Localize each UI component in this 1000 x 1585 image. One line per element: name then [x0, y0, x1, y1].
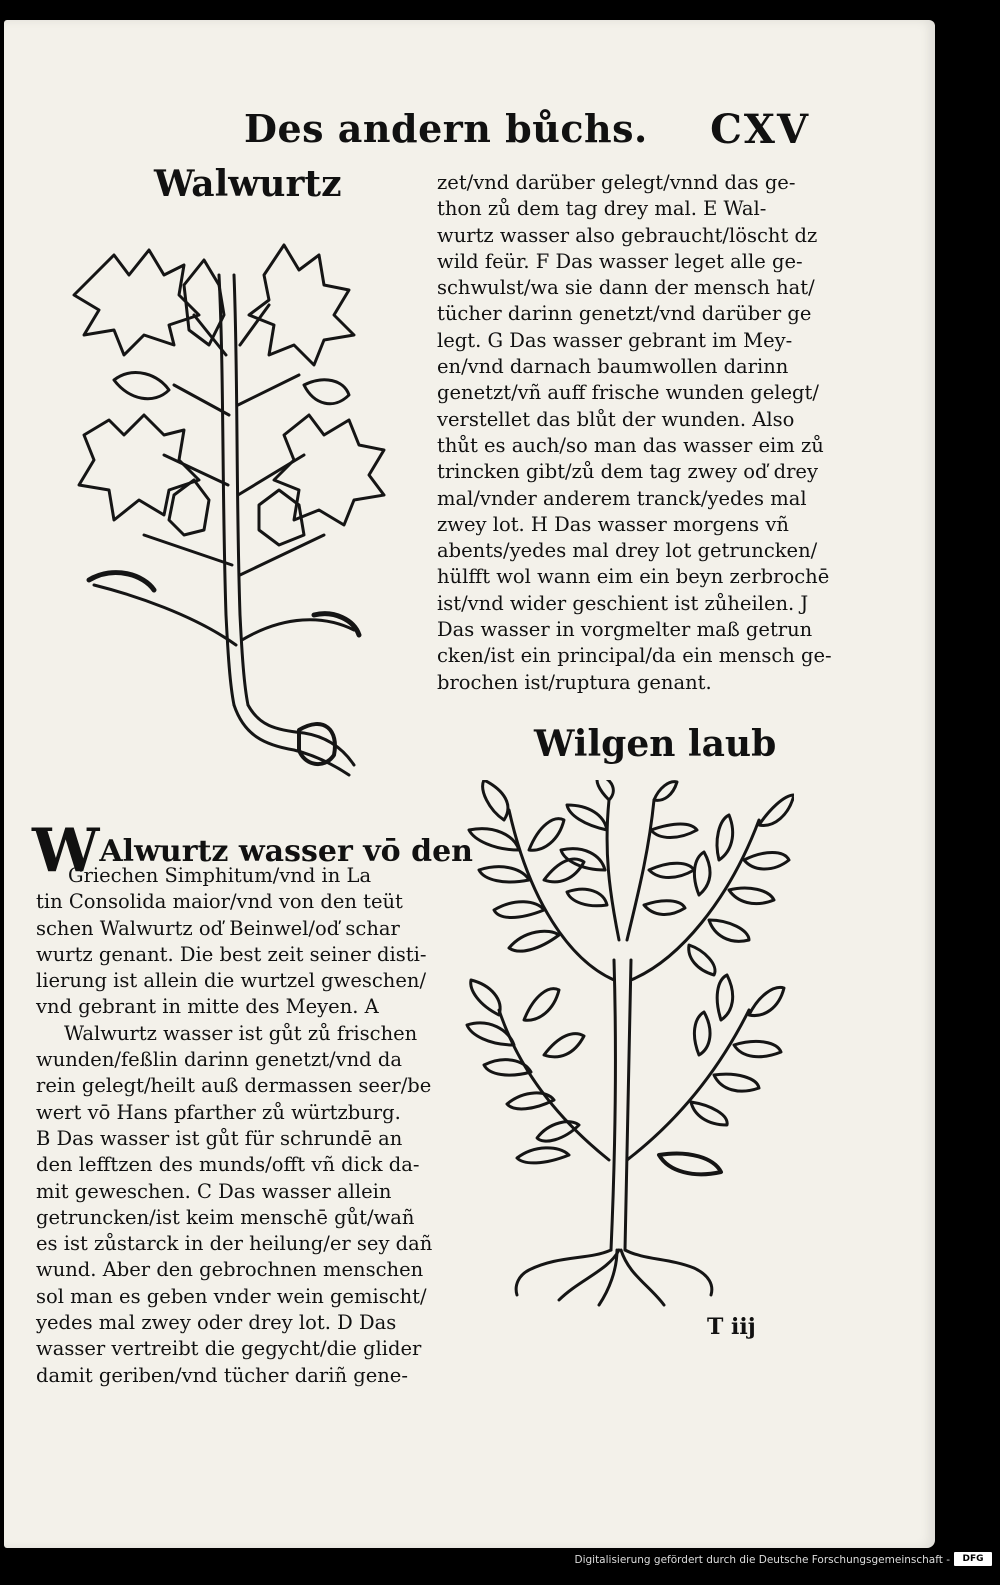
signature-mark: T iij	[707, 1314, 756, 1340]
dfg-logo-icon: DFG	[954, 1552, 992, 1566]
text-line: Das wasser in vorgmelter maß getrun	[437, 618, 813, 642]
folio-number: CXV	[710, 106, 810, 153]
text-line: B Das wasser ist gůt für schrundē an	[36, 1126, 403, 1150]
text-line: wunden/feßlin darinn genetzt/vnd da	[36, 1048, 402, 1072]
text-line: zet/vnd darüber gelegt/vnnd das ge-	[437, 171, 796, 194]
book-page	[4, 20, 935, 1548]
text-line: wund. Aber den gebrochnen menschen	[36, 1258, 424, 1282]
text-line: thůt es auch/so man das wasser eim zů	[437, 433, 824, 457]
text-line: wild feür. F Das wasser leget alle ge-	[437, 249, 803, 273]
text-line: ist/vnd wider geschient ist zůheilen. J	[437, 591, 809, 615]
text-line: legt. G Das wasser gebrant im Mey-	[437, 328, 793, 352]
running-header: Des andern bůchs.	[244, 106, 648, 151]
text-line: trincken gibt/zů dem tag zwey oď drey	[437, 460, 818, 484]
text-line: damit geriben/vnd tücher dariñ gene-	[36, 1363, 408, 1387]
woodcut-walwurtz-illustration	[54, 235, 394, 790]
footer-credit: Digitalisierung gefördert durch die Deutsche Forschungsgemeinschaft -	[574, 1554, 950, 1566]
text-column-right	[437, 170, 832, 696]
text-line: genetzt/vñ auff frische wunden gelegt/	[437, 381, 819, 405]
text-line: wert vō Hans pfarther zů würtzburg.	[36, 1100, 401, 1124]
plant-title-wilgen-laub: Wilgen laub	[534, 723, 777, 765]
plant-title-walwurtz: Walwurtz	[154, 163, 342, 205]
text-line: tin Consolida maior/vnd von den teüt	[36, 890, 403, 914]
text-line: rein gelegt/heilt auß dermassen seer/be	[36, 1074, 432, 1098]
text-line: wurtz genant. Die best zeit seiner disti-	[36, 942, 427, 966]
text-line: wasser vertreibt die gegycht/die glider	[36, 1337, 422, 1361]
text-line: mit geweschen. C Das wasser allein	[36, 1179, 392, 1203]
text-line: schwulst/wa sie dann der mensch hat/	[437, 276, 815, 300]
text-line: lierung ist allein die wurtzel gweschen/	[36, 969, 427, 993]
text-line: wurtz wasser also gebraucht/löscht dz	[437, 223, 818, 247]
text-line: yedes mal zwey oder drey lot. D Das	[36, 1311, 397, 1335]
text-line: schen Walwurtz oď Beinwel/oď schar	[36, 916, 400, 940]
text-column-left	[36, 863, 432, 1389]
text-line: zwey lot. H Das wasser morgens vñ	[437, 512, 789, 536]
heading-text: Alwurtz wasser vō den	[99, 834, 473, 869]
text-line: thon zů dem tag drey mal. E Wal-	[437, 197, 767, 221]
text-line: Walwurtz wasser ist gůt zů frischen	[64, 1021, 418, 1045]
drop-initial: W	[32, 816, 100, 886]
text-line: getruncken/ist keim menschē gůt/wañ	[36, 1205, 415, 1229]
text-line: mal/vnder anderem tranck/yedes mal	[437, 486, 807, 510]
text-line: cken/ist ein principal/da ein mensch ge-	[437, 644, 832, 668]
woodcut-wilgen-laub-illustration	[459, 780, 794, 1310]
text-line: sol man es geben vnder wein gemischt/	[36, 1284, 427, 1308]
text-line: tücher darinn genetzt/vnd darüber ge	[437, 302, 812, 326]
text-line: en/vnd darnach baumwollen darinn	[437, 355, 789, 379]
text-line: brochen ist/ruptura genant.	[437, 670, 712, 694]
text-line: abents/yedes mal drey lot getruncken/	[437, 539, 818, 563]
text-line: hülfft wol wann eim ein beyn zerbrochē	[437, 565, 830, 589]
text-line: verstellet das blůt der wunden. Also	[437, 407, 795, 431]
text-line: den lefftzen des munds/offt vñ dick da-	[36, 1153, 420, 1177]
text-line: vnd gebrant in mitte des Meyen. A	[36, 995, 379, 1019]
text-line: es ist zůstarck in der heilung/er sey dañ	[36, 1232, 433, 1256]
text-line: Griechen Simphitum/vnd in La	[68, 864, 372, 887]
